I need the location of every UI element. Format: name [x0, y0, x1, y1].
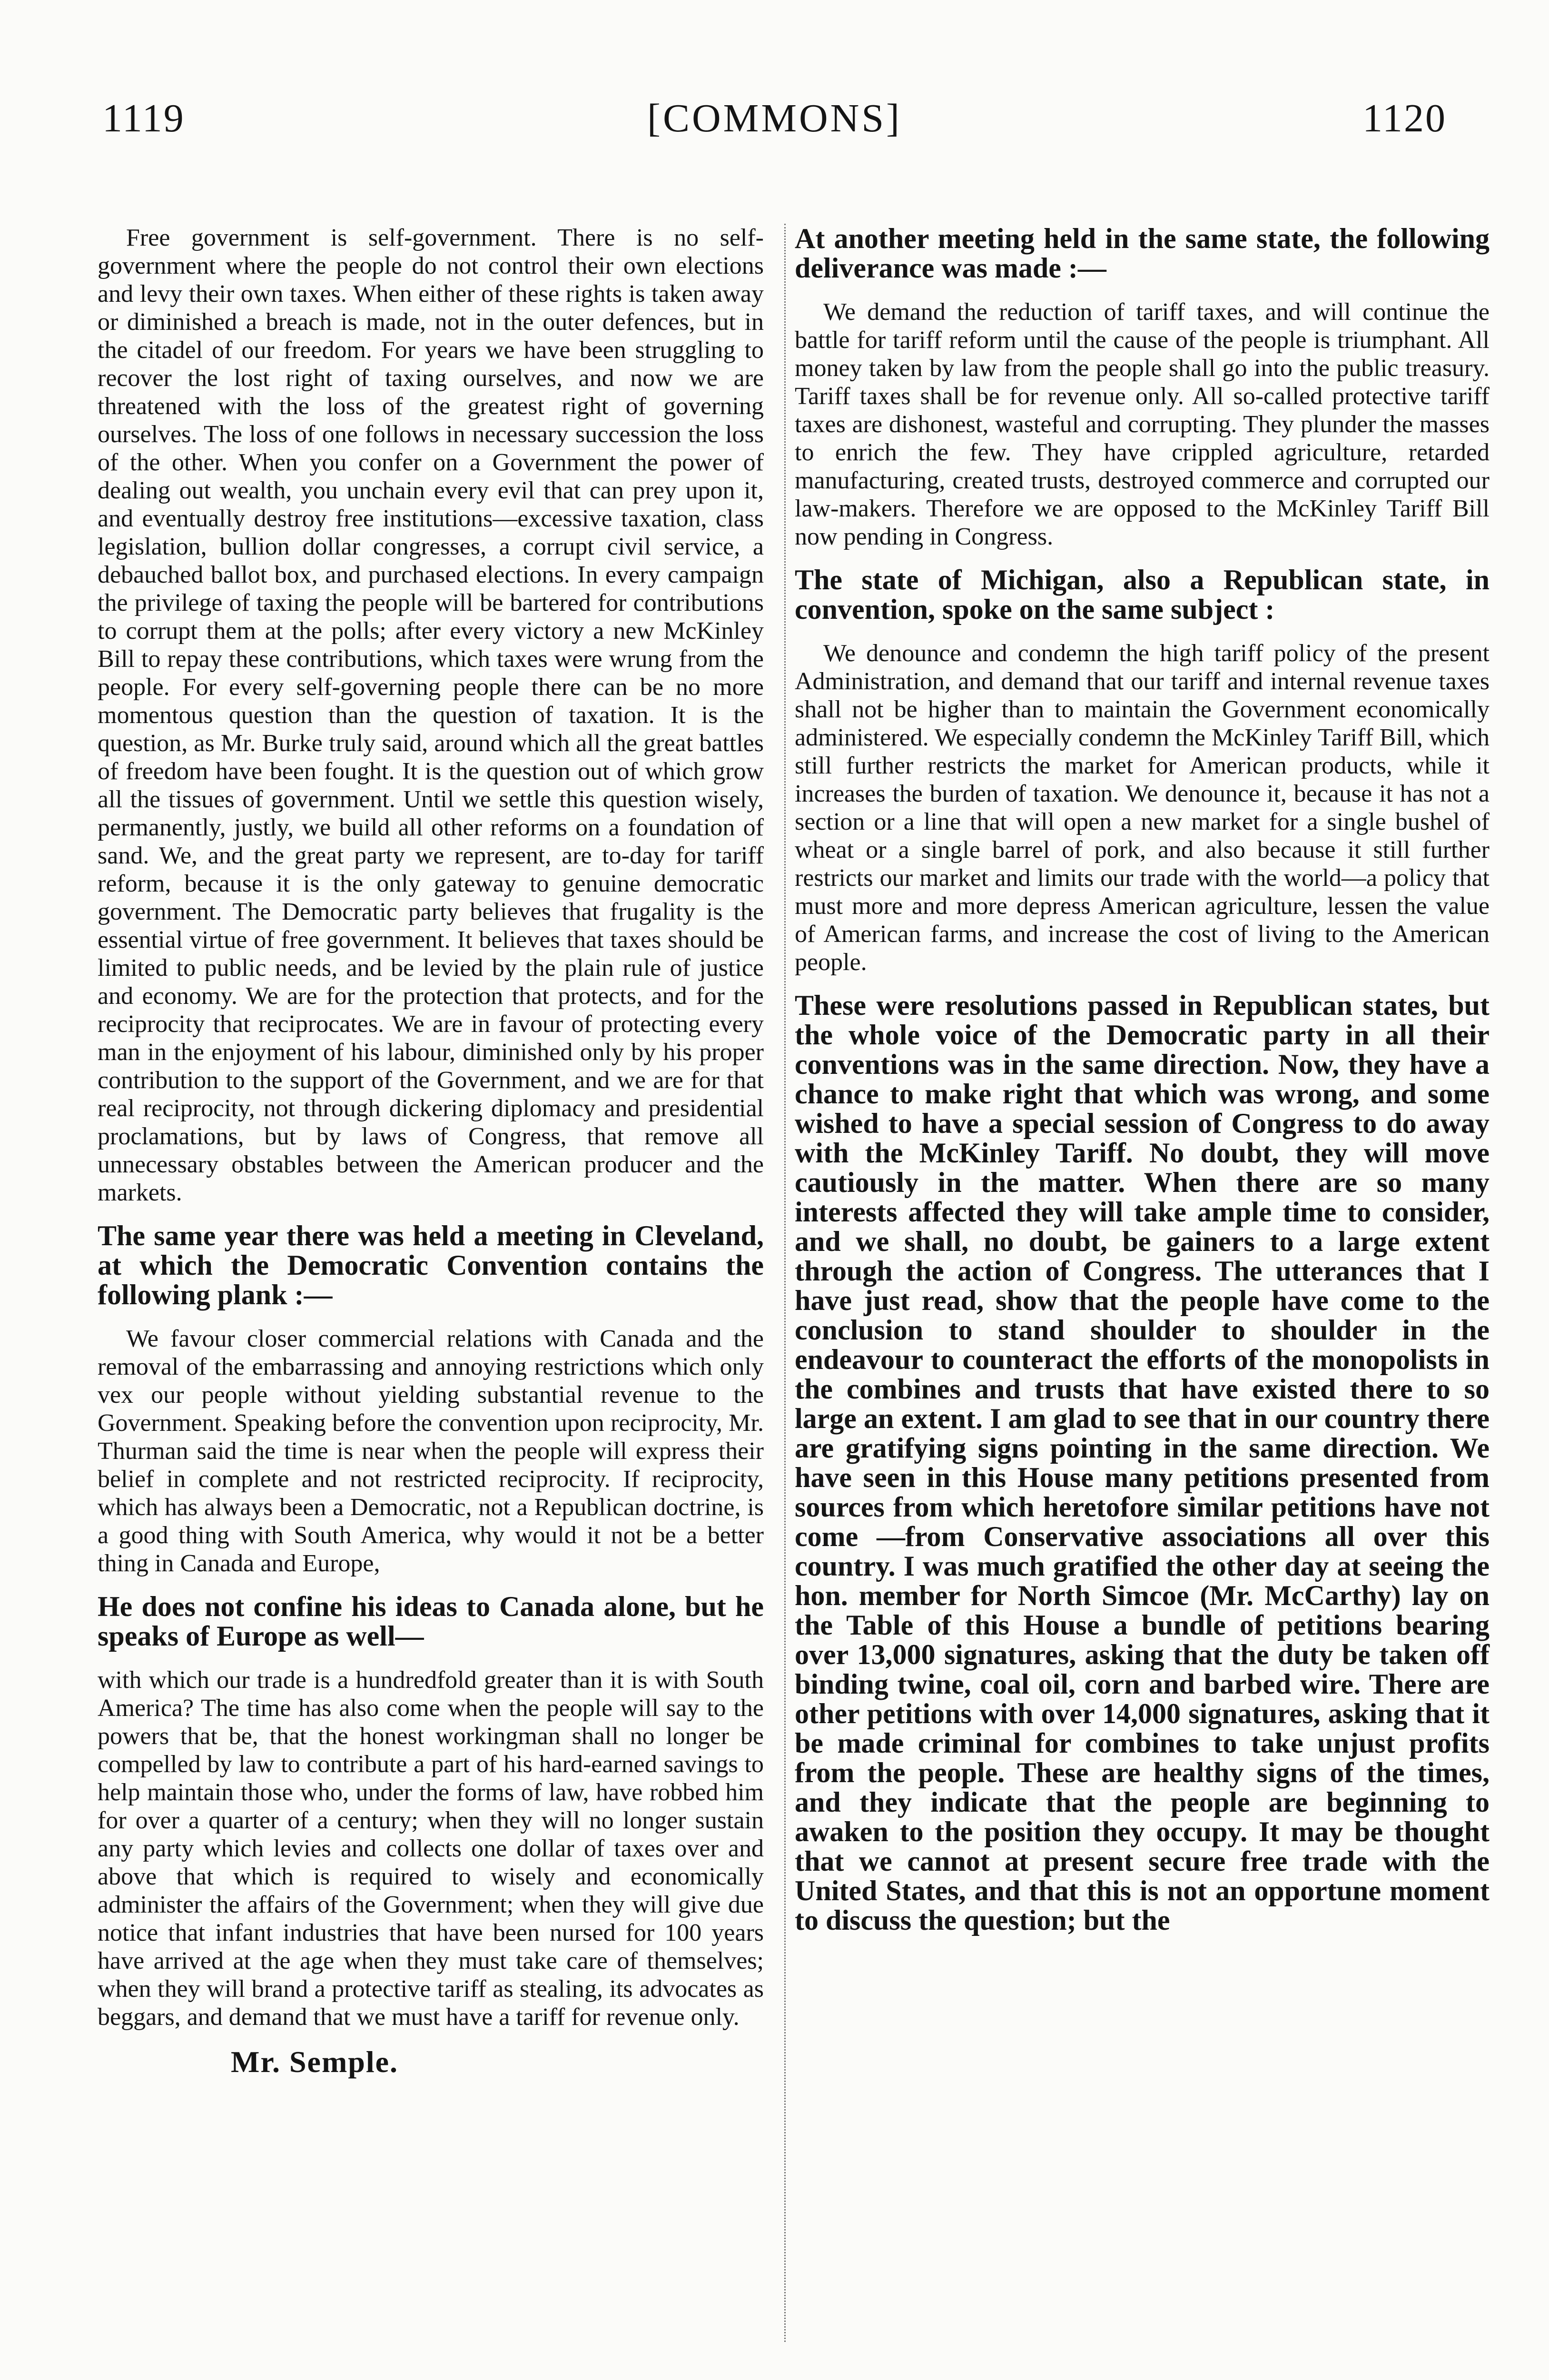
right-column — [795, 224, 1490, 1950]
michigan-quote: We denounce and condemn the high tariff policy of the present Administration, and demand that our tariff and internal revenue taxes shall not be higher than to maintain the Government economically administered. We especially condemn the McKinley Tariff Bill, which still further restricts the market for American products, while it increases the burden of taxation. We denounce it, because it has not a section or a line that will open a new market for a single bushel of wheat or a single barrel of pork, and also because it still further restricts our market and limits our trade with the world—a policy that must more and more depress American agriculture, lessen the value of American farms, and increase the cost of living to the American people. — [795, 640, 1490, 976]
running-head: [COMMONS] — [647, 96, 902, 140]
europe-intro: He does not confine his ideas to Canada alone, but he speaks of Europe as well— — [98, 1591, 764, 1652]
speech-paragraph: These were resolutions passed in Republican states, but the whole voice of the Democratic party in all their conventions was in the same direction. Now, they have a chance to make right that which was wrong, and some wished to have a special session of Congress to do away with the McKinley Tariff. No doubt, they will move cautiously in the matter. When there are so many interests affected they will take ample time to consider, and we shall, no doubt, be gainers to a large extent through the action of Congress. The utterances that I have just read, show that the people have come to the conclusion to stand shoulder to shoulder in the endeavour to counteract the efforts of the monopolists in the combines and trusts that have existed there to so large an extent. I am glad to see that in our country there are gratifying signs pointing in the same direction. We have seen in this House many petitions presented from sources from which heretofore similar petitions have not come —from Conservative associations all over this country. I was much gratified the other day at seeing the hon. member for North Simcoe (Mr. McCarthy) lay on the Table of this House a bundle of petitions bearing over 13,000 signatures, asking that the duty be taken off binding twine, coal oil, corn and barbed wire. There are other petitions with over 14,000 signatures, asking that it be made criminal for combines to take unjust profits from the people. These are healthy signs of the times, and they indicate that the people are beginning to awaken to the position they occupy. It may be thought that we cannot at present secure free trade with the United States, and that this is not an opportune moment to discuss the question; but the — [795, 990, 1490, 1936]
page-header — [102, 95, 1447, 152]
cleveland-intro: The same year there was held a meeting in Cleveland, at which the Democratic Convention contains the following plank :— — [98, 1220, 764, 1310]
left-column — [98, 224, 764, 2079]
cleveland-plank: We favour closer commercial relations with Canada and the removal of the embarrassing and annoying restrictions which only vex our people without yielding substantial revenue to the Government. Speaking before the convention upon reciprocity, Mr. Thurman said the time is near when the people will express their belief in complete and not restricted reciprocity. If reciprocity, which has always been a Democratic, not a Republican doctrine, is a good thing with South America, why would it not be a better thing in Canada and Europe, — [98, 1325, 764, 1577]
europe-quote: with which our trade is a hundredfold greater than it is with South America? The time has also come when the people will say to the powers that be, that the honest workingman shall no longer be compelled by law to contribute a part of his hard-earned savings to help maintain those who, under the forms of law, have robbed him for over a quarter of a century; when they will no longer sustain any party which levies and collects one dollar of taxes over and above that which is required to wisely and economically administer the affairs of the Government; when they will give due notice that infant industries that have been nursed for 100 years have arrived at the age when they must take care of themselves; when they will brand a protective tariff as stealing, its advocates as beggars, and demand that we must have a tariff for revenue only. — [98, 1666, 764, 2031]
page-number-left: 1119 — [102, 96, 185, 140]
michigan-intro: The state of Michigan, also a Republican state, in convention, spoke on the same subject : — [795, 564, 1490, 625]
meeting-intro: At another meeting held in the same state, the following deliverance was made :— — [795, 223, 1490, 284]
quoted-speech-paragraph: Free government is self-government. There is no self-government where the people do not control their own elections and levy their own taxes. When either of these rights is taken away or diminished a breach is made, not in the outer defences, but in the citadel of our freedom. For years we have been struggling to recover the lost right of taxing ourselves, and now we are threatened with the loss of the greatest right of governing ourselves. The loss of one follows in necessary succession the loss of the other. When you confer on a Government the power of dealing out wealth, you unchain every evil that can prey upon it, and eventually destroy free institutions—excessive taxation, class legislation, bullion dollar congresses, a corrupt civil service, a debauched ballot box, and purchased elections. In every campaign the privilege of taxing the people will be bartered for contributions to corrupt them at the polls; after every victory a new McKinley Bill to repay these contributions, which taxes were wrung from the people. For every self-governing people there can be no more momentous question than the question of taxation. It is the question, as Mr. Burke truly said, around which all the great battles of freedom have been fought. It is the question out of which grow all the tissues of government. Until we settle this question wisely, permanently, justly, we build all other reforms on a foundation of sand. We, and the great party we represent, are to-day for tariff reform, because it is the only gateway to genuine democratic government. The Democratic party believes that frugality is the essential virtue of free government. It believes that taxes should be limited to public needs, and be levied by the plain rule of justice and economy. We are for the protection that protects, and for the reciprocity that reciprocates. We are in favour of protecting every man in the enjoyment of his labour, diminished only by his proper contribution to the support of the Government, and we are for that real reciprocity, not through dickering diplomacy and presidential proclamations, but by laws of Congress, that remove all unnecessary obstables between the American producer and the markets. — [98, 224, 764, 1206]
speaker-name: Mr. Semple. — [231, 2045, 399, 2079]
column-divider — [784, 224, 786, 2342]
page-number-right: 1120 — [1362, 96, 1447, 140]
deliverance-quote: We demand the reduction of tariff taxes, and will continue the battle for tariff reform until the cause of the people is triumphant. All money taken by law from the people shall go into the public treasury. Tariff taxes shall be for revenue only. All so-called protective tariff taxes are dishonest, wasteful and corrupting. They plunder the masses to enrich the few. They have crippled agriculture, retarded manufacturing, created trusts, destroyed commerce and corrupted our law-makers. Therefore we are opposed to the McKinley Tariff Bill now pending in Congress. — [795, 298, 1490, 550]
